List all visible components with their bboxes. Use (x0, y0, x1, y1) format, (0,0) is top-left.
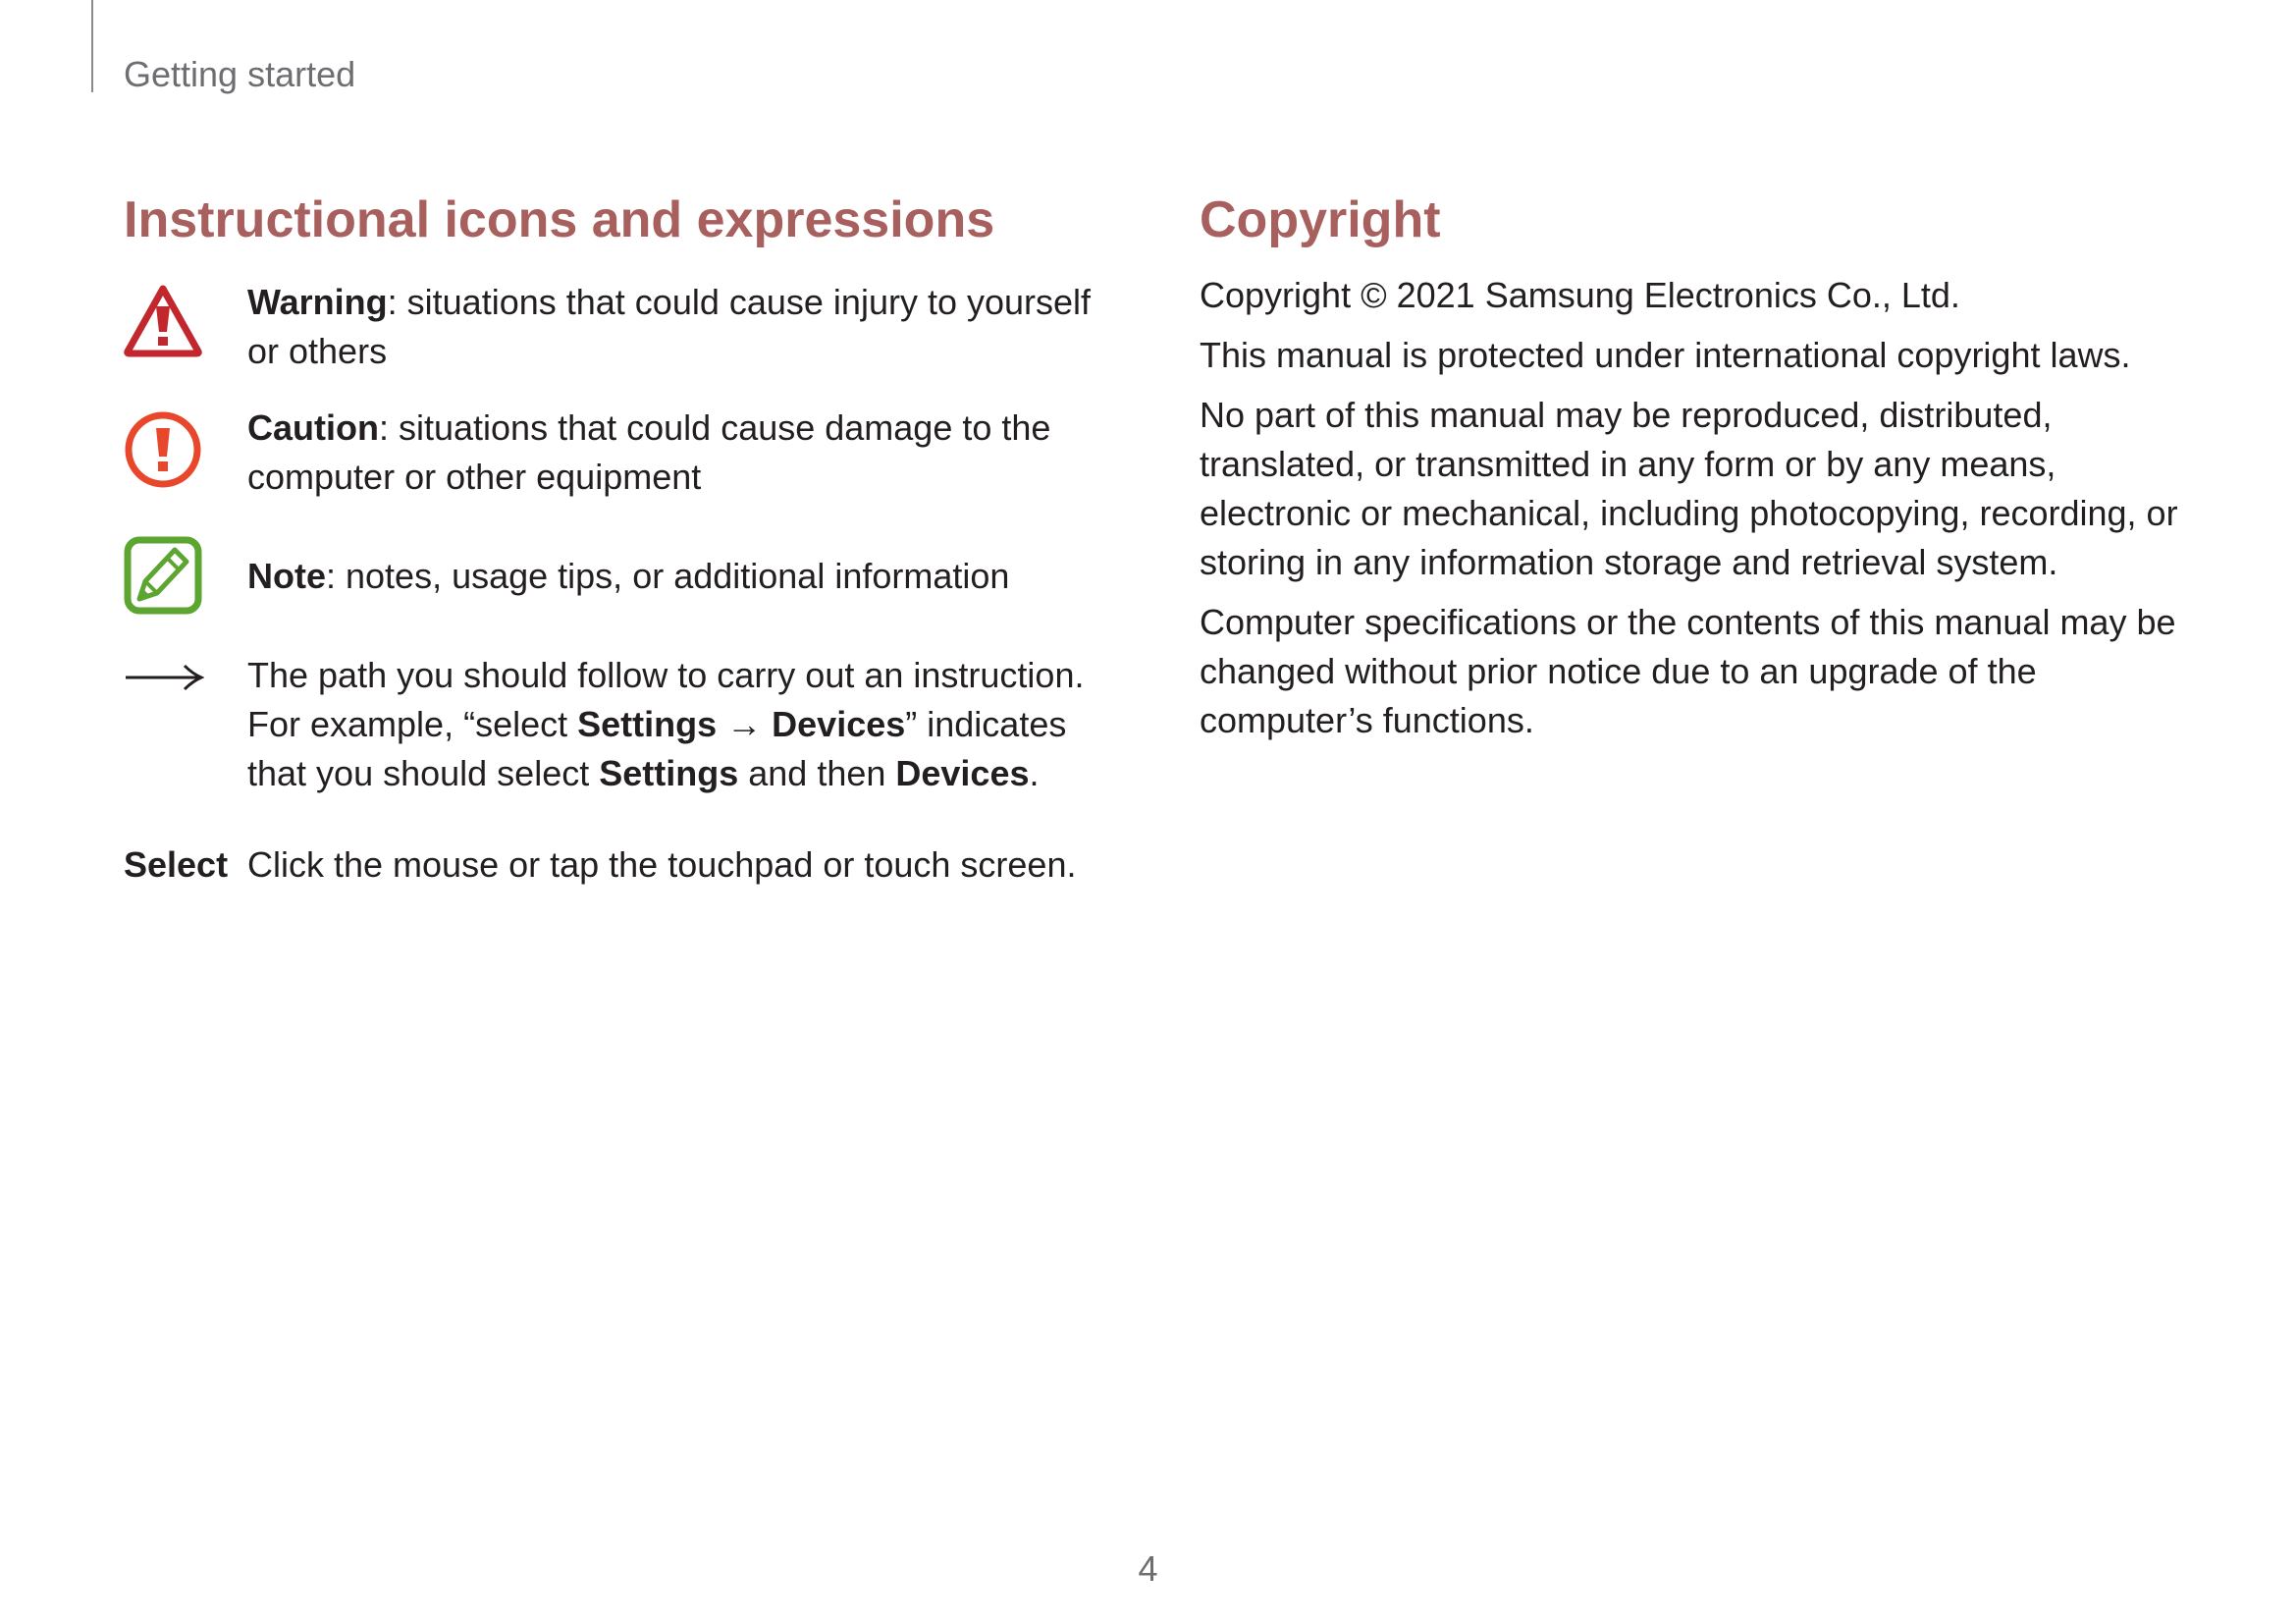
path-devices: Devices (772, 704, 906, 744)
warning-text: : situations that could cause injury to yourself or others (247, 282, 1092, 371)
caution-text: : situations that could cause damage to the computer or other equipment (247, 407, 1051, 497)
note-pencil-icon (124, 536, 202, 615)
caution-term: Caution (247, 407, 379, 448)
path-text-4: . (1029, 753, 1040, 793)
note-text: : notes, usage tips, or additional information (326, 556, 1010, 596)
instructional-icons-heading: Instructional icons and expressions (124, 191, 995, 248)
caution-circle-icon (124, 410, 202, 489)
path-settings: Settings (577, 704, 718, 744)
note-description (247, 552, 1131, 601)
path-devices-2: Devices (895, 753, 1030, 793)
path-text-3: and then (738, 753, 896, 793)
caution-description (247, 404, 1131, 502)
right-arrow-icon (124, 660, 204, 695)
path-description (247, 651, 1131, 798)
copyright-reproduction: No part of this manual may be reproduced, distributed, translated, or transmitted in any form or by any means, electronic or mechanical, including photocopying, recording, or storing in any information storage and retrieval system. (1200, 395, 2178, 582)
path-text-2: ” indicates that you should select (247, 704, 1067, 793)
select-term: Select (124, 844, 229, 885)
copyright-line: Copyright © 2021 Samsung Electronics Co., Ltd. (1200, 275, 1960, 315)
path-text-1: The path you should follow to carry out an instruction. For example, “select (247, 655, 1085, 744)
select-description: Click the mouse or tap the touchpad or touch screen. (247, 844, 1077, 885)
section-label: Getting started (124, 54, 356, 94)
header-rule (91, 0, 93, 92)
path-arrow: → (717, 704, 773, 744)
path-settings-2: Settings (599, 753, 739, 793)
copyright-specifications: Computer specifications or the contents of this manual may be changed without prior notice due to an upgrade of the computer’s functions. (1200, 602, 2176, 740)
warning-triangle-icon (124, 285, 202, 357)
page-number: 4 (1138, 1548, 1158, 1589)
copyright-heading: Copyright (1200, 191, 1441, 248)
note-term: Note (247, 556, 326, 596)
warning-term: Warning (247, 282, 388, 322)
copyright-protection: This manual is protected under international copyright laws. (1200, 335, 2131, 375)
copyright-body (1200, 271, 2191, 756)
warning-description (247, 278, 1131, 376)
